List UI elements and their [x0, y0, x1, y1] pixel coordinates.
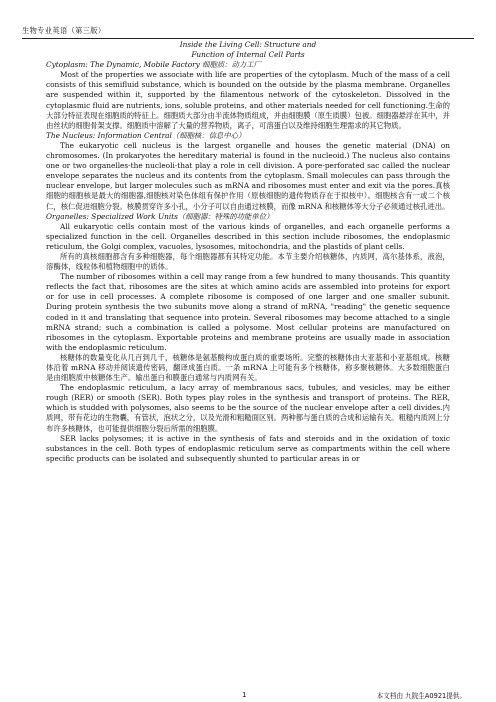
- footer-note: 本文档由 九院生A0921提供。: [376, 692, 466, 700]
- running-header: 生物专业英语（第三版）: [22, 26, 106, 35]
- section-heading-nucleus: The Nucleus: Information Central（细胞核：信息中心）: [46, 130, 246, 140]
- paragraph-endoplasmic-reticulum: The endoplasmic reticulum, a lacy array of membranous sacs, tubules, and vesicles, may be either rough (RER) or smooth (SER). Both types play roles in the synthesis and transport of proteins. The RER, which is studded with polysomes, also seems to be the source of the nuclear envelope after a cell divides.内质网，带有花边的生物囊，有管状，泡状之分，以及光滑和粗糙面区别。两种都与蛋白质的合成和运输有关。粗糙内质网上分布许多核糖体，也可能提供细胞分裂后所需的细胞膜。: [46, 383, 450, 433]
- page-number: 1: [242, 691, 247, 699]
- page-content: [46, 40, 450, 464]
- paragraph-organelles-intro-zh: 所有的真核细胞都含有多种细胞器，每个细胞器都有其特定功能。本节主要介绍核糖体，内质网，高尔基体系，液泡，溶酶体，线粒体和植物细胞中的质体。: [46, 251, 450, 272]
- paragraph-organelles-intro: All eukaryotic cells contain most of the various kinds of organelles, and each organelle performs a specialized function in the cell. Organelles described in this section include ribosomes, the endoplasmic reticulum, the Golgi complex, vacuoles, lysosomes, mitochondria, and the plastids of plant cells.: [46, 221, 450, 251]
- paragraph-nucleus: The eukaryotic cell nucleus is the largest organelle and houses the genetic material (DNA) on chromosomes. (In prokaryotes the hereditary material is found in the nucleoid.) The nucleus also contains one or two organelles-the nucleoli-that play a role in cell division. A pore-perforated sac called the nuclear envelope separates the nucleus and its contents from the cytoplasm. Small molecules can pass through the nuclear envelope, but larger molecules such as mRNA and ribosomes must enter and exit via the pores.真核细胞的细胞核是最大的细胞器,细胞核对染色体组有保护作用（原核细胞的遗传物质存在于拟核中）。细胞核含有一或二个核仁，核仁促进细胞分裂。核膜贯穿许多小孔，小分子可以自由通过核膜，而像 mRNA 和核糖体等大分子必须通过核孔进出。: [46, 140, 450, 211]
- paragraph-ser: SER lacks polysomes; it is active in the synthesis of fats and steroids and in the oxidation of toxic substances in the cell. Both types of endoplasmic reticulum serve as compartments within the cell where specific products can be isolated and subsequently shunted to particular areas in or: [46, 433, 450, 463]
- title-line-2: Function of Internal Cell Parts: [191, 50, 305, 60]
- paragraph-cytoplasm: Most of the properties we associate with life are properties of the cytoplasm. Much of the mass of a cell consists of this semifluid substance, which is bounded on the outside by the plasma membrane. Organelles are suspended within it, supported by the filamentous network of the cytoskeleton. Dissolved in the cytoplasmic fluid are nutrients, ions, soluble proteins, and other materials needed for cell functioning.生命的大部分特征表现在细胞质的特征上。细胞质大部分由半流体物质组成，并由细胞膜（原生质膜）包被。细胞器悬浮在其中，并由丝状的细胞骨架支撑。细胞质中溶解了大量的营养物质，离子，可溶蛋白以及维持细胞生理需求的其它物质。: [46, 70, 450, 130]
- paragraph-ribosomes: The number of ribosomes within a cell may range from a few hundred to many thousands. This quantity reflects the fact that, ribosomes are the sites at which amino acids are assembled into proteins for export or for use in cell processes. A complete ribosome is composed of one larger and one smaller subunit. During protein synthesis the two subunits move along a strand of mRNA, "reading" the genetic sequence coded in it and translating that sequence into protein. Several ribosomes may become attached to a single mRNA strand; such a combination is called a polysome. Most cellular proteins are manufactured on ribosomes in the cytoplasm. Exportable proteins and membrane proteins are usually made in association with the endoplasmic reticulum.: [46, 272, 450, 352]
- section-heading-organelles: Organelles: Specialized Work Units（细胞器：特殊的功能单位）: [46, 211, 274, 221]
- paragraph-ribosomes-zh: 核糖体的数量变化从几百到几千，核糖体是氨基酸构成蛋白质的重要场所。完整的核糖体由大亚基和小亚基组成。核糖体沿着 mRNA 移动并阅读遗传密码，翻译成蛋白质。一条 mRNA 上可能有多个核糖体，称多聚核糖体。大多数细胞蛋白是由细胞质中核糖体生产。输出蛋白和膜蛋白通常与内质网有关。: [46, 352, 450, 383]
- section-heading-cytoplasm: Cytoplasm: The Dynamic, Mobile Factory 细胞质：动力工厂: [46, 60, 261, 70]
- header-rule: [22, 38, 474, 39]
- title-line-1: Inside the Living Cell: Structure and: [179, 40, 317, 49]
